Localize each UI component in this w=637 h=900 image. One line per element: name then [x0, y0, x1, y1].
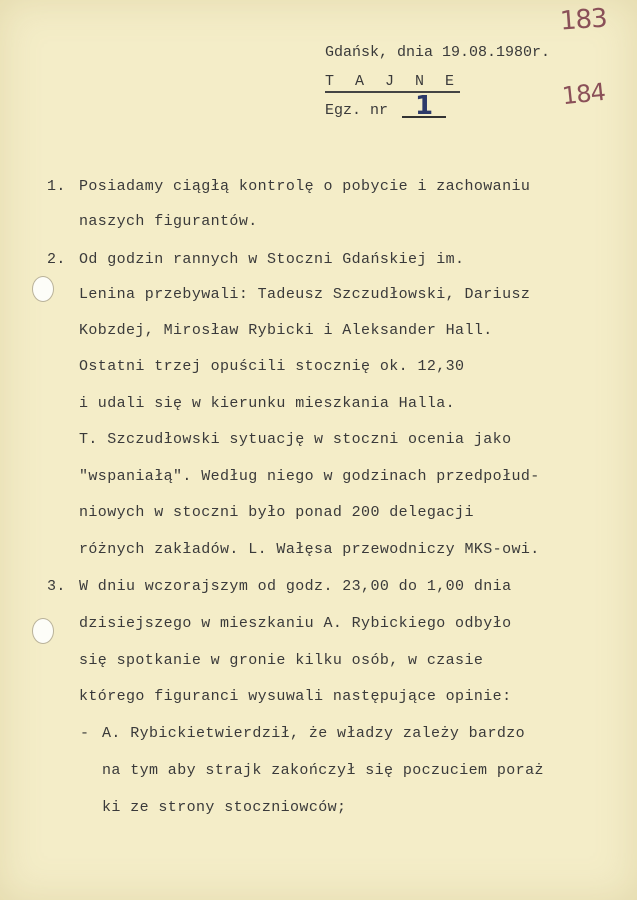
text-line: niowych w stoczni było ponad 200 delegacji — [79, 504, 474, 521]
text-line: W dniu wczorajszym od godz. 23,00 do 1,00 dnia — [79, 578, 512, 595]
text-line: T. Szczudłowski sytuację w stoczni ocenia jako — [79, 431, 512, 448]
text-line: się spotkanie w gronie kilku osób, w czasie — [79, 652, 484, 669]
text-line: Lenina przebywali: Tadeusz Szczudłowski, Dariusz — [79, 286, 531, 303]
bullet-line: A. Rybickietwierdził, że władzy zależy bardzo — [102, 725, 526, 742]
bullet-line: ki ze strony stoczniowców; — [102, 799, 347, 816]
text-line: Ostatni trzej opuścili stocznię ok. 12,30 — [79, 358, 465, 375]
punch-hole-bottom — [32, 618, 54, 644]
handwritten-page-number: 183 — [559, 3, 608, 37]
document-header — [325, 38, 550, 125]
bullet-line: na tym aby strajk zakończył się poczuciem poraż — [102, 762, 544, 779]
place-date: Gdańsk, dnia 19.08.1980r. — [325, 44, 551, 61]
text-line: którego figuranci wysuwali następujące opinie: — [79, 688, 512, 705]
handwritten-page-number-second: 184 — [560, 77, 607, 111]
copy-label: Egz. nr — [325, 102, 389, 119]
text-line: Posiadamy ciągłą kontrolę o pobycie i zachowaniu — [79, 178, 531, 195]
text-line: Kobzdej, Mirosław Rybicki i Aleksander Hall. — [79, 322, 493, 339]
bullet-marker: - — [80, 725, 90, 742]
item-number: 2. — [47, 251, 66, 268]
text-line: i udali się w kierunku mieszkania Halla. — [79, 395, 456, 412]
classification-label: T A J N E — [325, 73, 460, 93]
text-line: "wspaniałą". Według niego w godzinach przedpołud- — [79, 468, 540, 485]
item-number: 3. — [47, 578, 66, 595]
punch-hole-top — [32, 276, 54, 302]
copy-number: 1 — [402, 96, 446, 118]
text-line: Od godzin rannych w Stoczni Gdańskiej im. — [79, 251, 465, 268]
item-number: 1. — [47, 178, 66, 195]
text-line: dzisiejszego w mieszkaniu A. Rybickiego odbyło — [79, 615, 512, 632]
text-line: różnych zakładów. L. Wałęsa przewodniczy MKS-owi. — [79, 541, 540, 558]
text-line: naszych figurantów. — [79, 213, 258, 230]
